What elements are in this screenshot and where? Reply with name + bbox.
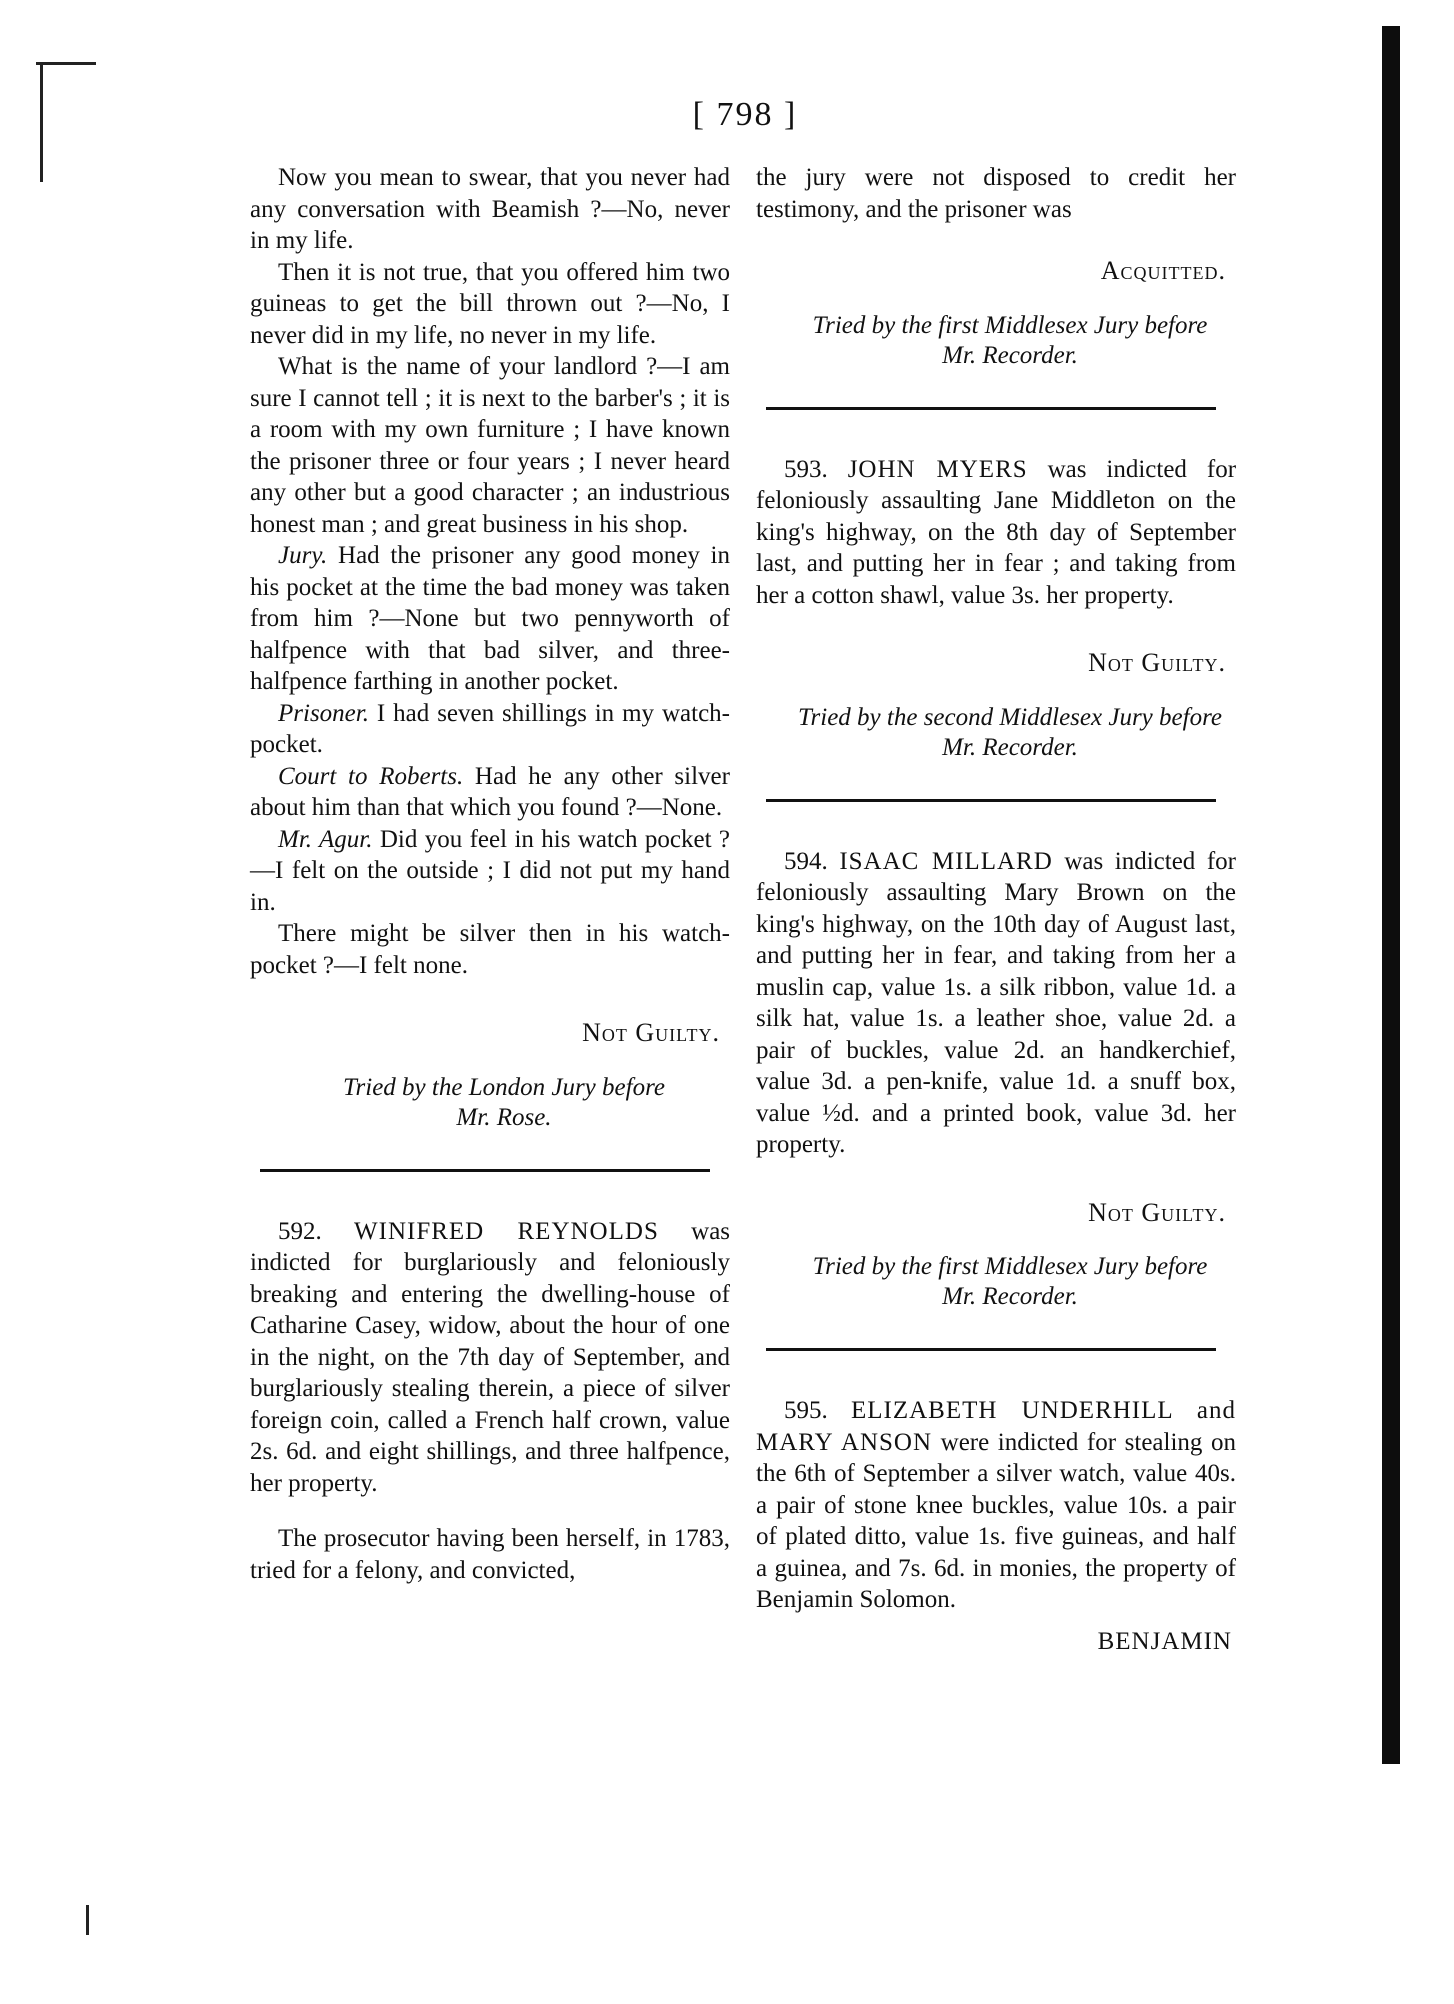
speaker: Prisoner.	[278, 699, 369, 727]
tried-by-judge: Mr. Rose.	[456, 1103, 552, 1131]
speaker: Jury.	[278, 542, 328, 569]
catchword: BENJAMIN	[1097, 1627, 1232, 1655]
testimony-text: Had he any other silver about him than that which you found ?—None.	[250, 762, 730, 821]
verdict: Not Guilty.	[1088, 1197, 1226, 1227]
tried-by-jury: Tried by the first Middlesex Jury before	[812, 311, 1208, 339]
tried-by-jury: Tried by the London Jury before	[343, 1073, 665, 1101]
tried-by-judge: Mr. Recorder.	[942, 341, 1078, 369]
tried-by-jury: Tried by the second Middlesex Jury before	[798, 703, 1222, 731]
case-number: 593.	[784, 455, 828, 483]
testimony-paragraph	[250, 698, 730, 761]
page-number: [ 798 ]	[692, 96, 798, 133]
case-entry	[756, 846, 1236, 1161]
section-rule	[766, 407, 1216, 410]
testimony-paragraph	[250, 257, 730, 352]
speaker: Court to Roberts.	[278, 762, 464, 790]
tried-by-judge: Mr. Recorder.	[942, 1283, 1078, 1310]
case-text: was indicted for burglariously and feloniously breaking and entering the dwelling-house of Catharine Casey, widow, about the hour of one in the night, on the 7th day of September, and burglariously stealing therein, a piece of silver foreign coin, called a French half crown, value 2s. 6d. and eight shillings, and three halfpence, her property.	[250, 1217, 731, 1497]
testimony-text: I had seven shillings in my watch-pocket.	[250, 699, 730, 758]
defendant-name-second: and MARY ANSON	[756, 1397, 1237, 1456]
tried-by-line	[756, 1252, 1236, 1312]
testimony-text: Had the prisoner any good money in his pocket at the time the bad money was taken from him ?—None but two pennyworth of halfpence with that bad silver, and three-halfpence farthing in another pocket.	[250, 542, 730, 695]
testimony-paragraph	[250, 162, 730, 257]
section-rule	[766, 799, 1216, 802]
case-number: 594.	[784, 847, 828, 875]
testimony-text: Now you mean to swear, that you never had any conversation with Beamish ?—No, never in my life.	[250, 164, 730, 254]
testimony-paragraph	[250, 824, 730, 919]
scan-margin-mark	[86, 1905, 89, 1935]
tried-by-judge: Mr. Recorder.	[942, 733, 1078, 761]
verdict: Acquitted.	[1100, 256, 1226, 285]
testimony-paragraph	[250, 351, 730, 540]
case-entry	[756, 1395, 1236, 1616]
tried-by-jury: Tried by the first Middlesex Jury before	[812, 1253, 1208, 1280]
testimony-paragraph	[250, 761, 730, 824]
defendant-name: ELIZABETH UNDERHILL	[850, 1397, 1174, 1424]
verdict: Not Guilty.	[582, 1018, 720, 1047]
section-rule	[260, 1169, 710, 1172]
case-text: was indicted for feloniously assaulting Mary Brown on the king's highway, on the 10th day of August last, and putting her in fear, and taking from her a muslin cap, value 1s. a silk ribbon, value 1d. a silk hat, value 1s. a leather shoe, value 2d. a pair of buckles, value 2d. an handkerchief, value 3d. a pen-knife, value 1d. a snuff box, value ½d. and a printed book, value 3d. her property.	[756, 847, 1237, 1158]
case-entry	[756, 454, 1236, 612]
binding-shadow	[1382, 26, 1400, 1764]
verdict: Not Guilty.	[1088, 648, 1226, 677]
testimony-text: There might be silver then in his watch-pocket ?—I felt none.	[250, 920, 730, 979]
case-text: was indicted for feloniously assaulting Jane Middleton on the king's highway, on the 8th day of September last, and putting her in fear ; and taking from her a cotton shawl, value 3s. her property.	[756, 455, 1237, 609]
tried-by-line	[250, 1073, 730, 1133]
case-number: 592.	[278, 1217, 322, 1245]
testimony-paragraph	[250, 540, 730, 698]
left-column	[250, 162, 730, 1586]
scan-margin-mark	[40, 62, 43, 182]
speaker: Mr. Agur.	[278, 825, 373, 853]
closing-paragraph: The prosecutor having been herself, in 1783, tried for a felony, and convicted,	[250, 1525, 730, 1584]
testimony-text: Did you feel in his watch pocket ?—I felt on the outside ; I did not put my hand in.	[250, 825, 731, 916]
testimony-text: Then it is not true, that you offered him two guineas to get the bill thrown out ?—No, I never did in my life, no never in my life.	[250, 258, 730, 349]
section-rule	[766, 1348, 1216, 1351]
right-column	[756, 162, 1236, 1657]
testimony-paragraph	[250, 918, 730, 981]
scan-margin-mark	[36, 62, 96, 65]
defendant-name: WINIFRED REYNOLDS	[354, 1217, 659, 1245]
defendant-name: ISAAC MILLARD	[839, 847, 1053, 875]
tried-by-line	[756, 703, 1236, 763]
case-text: were indicted for stealing on the 6th of September a silver watch, value 40s. a pair of stone knee buckles, value 10s. a pair of plated ditto, value 1s. five guineas, and half a guinea, and 7s. 6d. in monies, the property of Benjamin Solomon.	[756, 1428, 1237, 1613]
case-entry	[250, 1216, 730, 1500]
continued-paragraph: the jury were not disposed to credit her testimony, and the prisoner was	[756, 164, 1236, 223]
defendant-name: JOHN MYERS	[847, 455, 1028, 483]
tried-by-line	[756, 311, 1236, 371]
testimony-text: What is the name of your landlord ?—I am sure I cannot tell ; it is next to the barber's ; it is a room with my own furniture ; I have known the prisoner three or four years ; I never heard any other but a good character ; an industrious honest man ; and great business in his shop.	[250, 353, 730, 538]
case-number: 595.	[784, 1397, 828, 1424]
